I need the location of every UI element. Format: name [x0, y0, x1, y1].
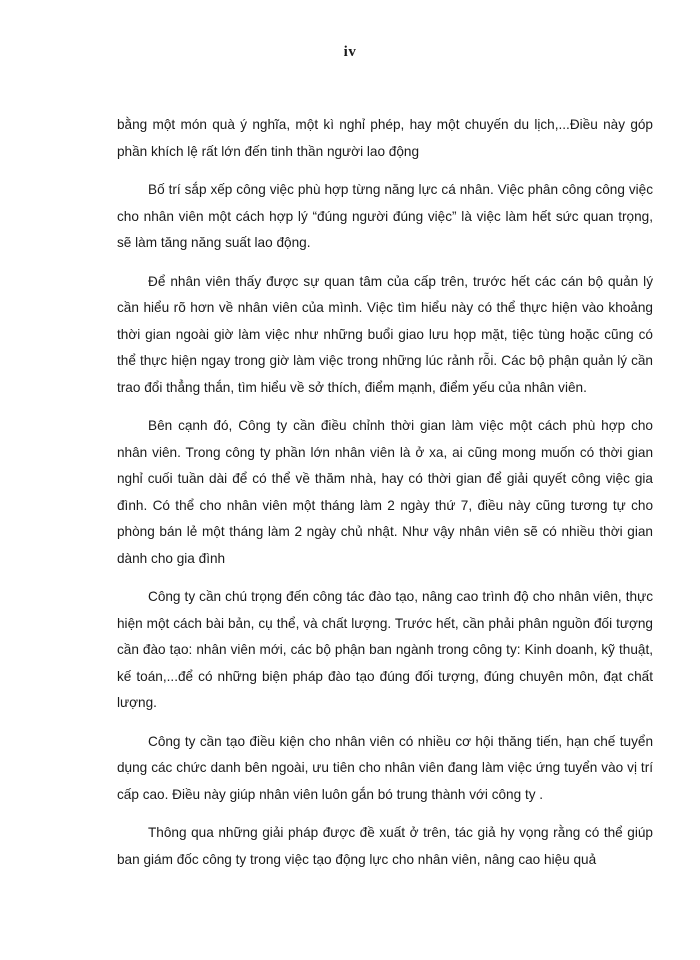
paragraph-manager-attention: Để nhân viên thấy được sự quan tâm của cấp trên, trước hết các cán bộ quản lý cần hiểu rõ hơn về nhân viên của mình. Việc tìm hiểu này có thể thực hiện vào khoảng thời gian ngoài giờ làm việc như những buổi giao lưu họp mặt, tiệc tùng hoặc cũng có thể thực hiện ngay trong giờ làm việc trong những lúc rảnh rỗi. Các bộ phận quản lý cần trao đổi thẳng thắn, tìm hiểu về sở thích, điểm mạnh, điểm yếu của nhân viên. [117, 273, 653, 395]
page-number: iv [343, 44, 357, 60]
paragraph-promotion: Công ty cần tạo điều kiện cho nhân viên có nhiều cơ hội thăng tiến, hạn chế tuyển dụng các chức danh bên ngoài, ưu tiên cho nhân viên đang làm việc ứng tuyển vào vị trí cấp cao. Điều này giúp nhân viên luôn gắn bó trung thành với công ty . [117, 733, 653, 802]
paragraph-job-assignment: Bố trí sắp xếp công việc phù hợp từng năng lực cá nhân. Việc phân công công việc cho nhân viên một cách hợp lý “đúng người đúng việc” là việc làm hết sức quan trọng, sẽ làm tăng năng suất lao động. [117, 182, 653, 250]
paragraph-reward-continuation: bằng một món quà ý nghĩa, một kì nghỉ phép, hay một chuyến du lịch,...Điều này góp phần khích lệ rất lớn đến tinh thần người lao động [117, 117, 653, 159]
paragraph-training: Công ty cần chú trọng đến công tác đào tạo, nâng cao trình độ cho nhân viên, thực hiện một cách bài bản, cụ thể, và chất lượng. Trước hết, cần phải phân nguồn đối tượng cần đào tạo: nhân viên mới, các bộ phận ban ngành trong công ty: Kinh doanh, kỹ thuật, kế toán,...để có những biện pháp đào tạo đúng đối tượng, đúng chuyên môn, đạt chất lượng. [117, 589, 653, 710]
document-body [117, 112, 653, 885]
paragraph-conclusion: Thông qua những giải pháp được đề xuất ở trên, tác giả hy vọng rằng có thể giúp ban giám đốc công ty trong việc tạo động lực cho nhân viên, nâng cao hiệu quả [117, 825, 653, 867]
paragraph-working-hours: Bên cạnh đó, Công ty cần điều chỉnh thời gian làm việc một cách phù hợp cho nhân viên. Trong công ty phần lớn nhân viên là ở xa, ai cũng mong muốn có thời gian nghỉ cuối tuần dài để có thể về thăm nhà, hay có thời gian để giải quyết công việc gia đình. Có thể cho nhân viên một tháng làm 2 ngày thứ 7, điều này cũng tương tự cho phòng bán lẻ một tháng làm 2 ngày chủ nhật. Như vậy nhân viên sẽ có nhiều thời gian dành cho gia đình [117, 418, 653, 566]
